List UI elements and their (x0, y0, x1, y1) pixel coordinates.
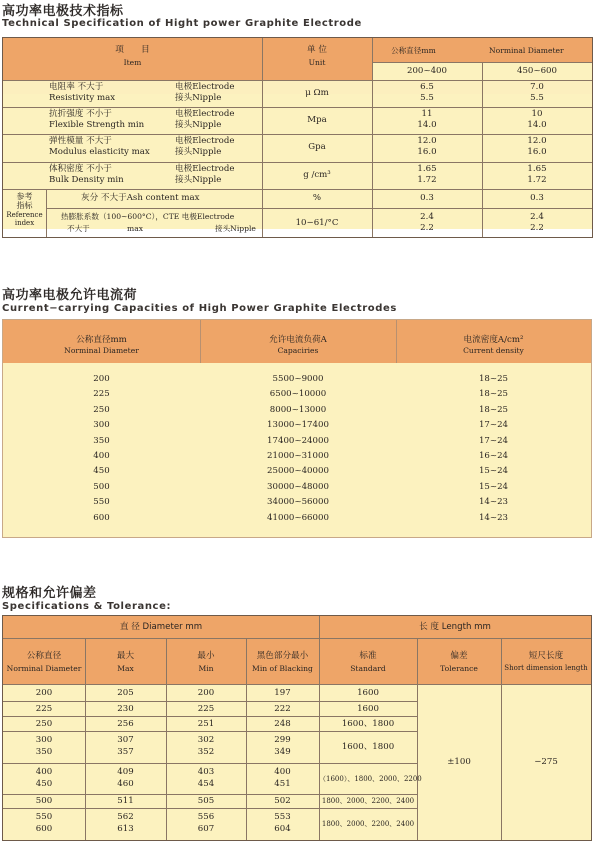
current-density: 18~25 (478, 405, 509, 415)
unit-header-cn: 单 位 (307, 45, 327, 55)
length-group-header: 长 度 Length mm (419, 622, 491, 632)
tol-max: 357 (117, 747, 134, 757)
tol-max: 511 (117, 796, 134, 806)
tol-col2-en: Max (117, 664, 134, 673)
tol-blk: 299 (274, 735, 291, 745)
tol-min: 607 (197, 824, 215, 834)
spec-val-a2: 1.72 (417, 175, 437, 185)
tol-min: 225 (197, 703, 215, 714)
current-diameter: 500 (93, 482, 110, 492)
tol-standard: 1600 (357, 703, 379, 714)
ash-value-a: 0.3 (420, 193, 434, 203)
current-density: 18~25 (478, 374, 509, 384)
tol-nom: 350 (35, 747, 53, 757)
tol-col3-cn: 最小 (197, 651, 215, 661)
spec-name-cn: 抗折强度 不小于 (49, 109, 112, 119)
tol-blk: 222 (274, 703, 291, 714)
current-diameter: 400 (93, 451, 110, 461)
item-header-cn: 项 目 (115, 45, 150, 55)
spec-sub-electrode: 电极Electrode (175, 109, 235, 119)
spec-sub-nipple: 接头Nipple (175, 120, 222, 130)
ref-label-en2: index (14, 219, 35, 227)
section2-title-cn: 高功率电极允许电流荷 (2, 288, 138, 303)
current-capacity: 17400~24000 (267, 436, 329, 446)
current-diameter: 350 (93, 436, 110, 446)
current-capacity: 30000~48000 (267, 482, 329, 492)
tol-nom: 550 (35, 812, 53, 822)
current-col2-en: Capaciries (277, 346, 319, 355)
section3-title-en: Specifications & Tolerance: (2, 601, 172, 612)
cte-b2: 2.2 (530, 223, 544, 233)
current-table (2, 319, 592, 538)
spec-name-en: Resistivity max (49, 93, 116, 103)
tol-blk: 248 (274, 718, 291, 729)
current-col1-en: Norminal Diameter (64, 346, 139, 355)
tol-col6-cn: 偏差 (450, 651, 468, 661)
diameter-header-cn: 公称直径mm (391, 46, 436, 55)
tolerance-table (2, 615, 592, 841)
tol-col4-cn: 黑色部分最小 (256, 651, 309, 661)
short-length-value: −275 (534, 757, 558, 767)
current-density: 16~24 (478, 451, 509, 461)
tol-standard: 1800、2000、2200、2400 (321, 797, 415, 805)
tol-min: 200 (197, 687, 215, 698)
range-200-400: 200~400 (406, 66, 447, 76)
tol-nom: 500 (35, 796, 53, 806)
spec-val-a2: 16.0 (417, 147, 437, 157)
cte-a1: 2.4 (420, 212, 434, 222)
tol-max: 460 (117, 779, 134, 789)
current-capacity: 34000~56000 (267, 497, 329, 507)
current-diameter: 250 (93, 405, 110, 415)
diameter-header-en: Norminal Diameter (489, 46, 564, 55)
spec-val-b1: 12.0 (527, 136, 547, 146)
tol-blk: 502 (274, 796, 291, 806)
spec-val-a1: 12.0 (417, 136, 437, 146)
tol-col4-en: Min of Blacking (252, 664, 313, 673)
section3-title-cn: 规格和允许偏差 (2, 586, 97, 601)
tol-blk: 553 (274, 812, 291, 822)
ref-label-cn2: 指标 (16, 201, 33, 210)
tol-col6-en: Tolerance (440, 664, 478, 673)
tol-nom: 400 (35, 767, 53, 777)
spec-table (2, 37, 593, 238)
cte-label-max: max (127, 224, 144, 233)
spec-name-cn: 电阻率 不大于 (49, 82, 104, 92)
tol-max: 562 (117, 812, 134, 822)
spec-val-b2: 14.0 (527, 120, 547, 130)
current-density: 17~24 (478, 436, 509, 446)
tol-min: 302 (197, 735, 215, 745)
ref-label-en1: Reference (6, 211, 43, 219)
current-capacity: 13000~17400 (267, 420, 329, 430)
tol-nom: 200 (35, 687, 53, 698)
tol-nom: 300 (35, 735, 53, 745)
spec-name-cn: 体积密度 不小于 (49, 164, 112, 174)
current-density: 14~23 (478, 513, 509, 523)
current-density: 17~24 (478, 420, 509, 430)
unit-header-en: Unit (308, 58, 326, 67)
tol-col1-cn: 公称直径 (26, 651, 62, 661)
tol-standard: 1600 (357, 687, 379, 698)
tol-nom: 450 (35, 779, 53, 789)
tol-max: 205 (117, 687, 134, 698)
tol-col5-cn: 标准 (359, 651, 377, 661)
tol-standard: 1600、1800 (341, 742, 395, 752)
section1-title-cn: 高功率电极技术指标 (2, 4, 124, 19)
tol-blk: 197 (274, 687, 291, 698)
current-density: 14~23 (478, 497, 509, 507)
ash-content-label: 灰分 不大于Ash content max (81, 193, 200, 203)
spec-val-b1: 7.0 (530, 82, 544, 92)
spec-sub-nipple: 接头Nipple (175, 175, 222, 185)
spec-sub-electrode: 电极Electrode (175, 136, 235, 146)
tol-max: 613 (117, 824, 134, 834)
current-col3-cn: 电流密度A/cm² (463, 335, 524, 345)
tol-col1-en: Norminal Diameter (6, 664, 82, 673)
current-density: 15~24 (478, 466, 509, 476)
tol-min: 454 (197, 779, 215, 789)
tol-col7-en: Short dimension length (504, 664, 588, 672)
spec-unit: g /cm³ (303, 170, 331, 180)
spec-val-a1: 11 (421, 109, 433, 119)
spec-sub-nipple: 接头Nipple (175, 147, 222, 157)
spec-val-a1: 1.65 (417, 164, 437, 174)
tol-min: 251 (197, 718, 215, 729)
tol-min: 505 (197, 796, 215, 806)
current-capacity: 6500~10000 (269, 389, 327, 399)
spec-val-b2: 1.72 (527, 175, 547, 185)
current-col3-en: Current density (463, 346, 524, 355)
current-diameter: 450 (93, 466, 110, 476)
ref-label-cn1: 参考 (16, 192, 33, 201)
tol-max: 409 (117, 767, 134, 777)
cte-label-nipple: 接头Nipple (215, 224, 256, 233)
current-density: 15~24 (478, 482, 509, 492)
spec-sub-nipple: 接头Nipple (175, 93, 222, 103)
tol-blk: 349 (274, 747, 291, 757)
current-capacity: 41000~66000 (267, 513, 329, 523)
current-capacity: 25000~40000 (267, 466, 329, 476)
current-diameter: 225 (93, 389, 110, 399)
spec-name-cn: 弹性模量 不大于 (49, 136, 112, 146)
ash-value-b: 0.3 (530, 193, 544, 203)
tol-blk: 604 (274, 824, 291, 834)
spec-name-en: Modulus elasticity max (49, 147, 150, 157)
current-capacity: 8000~13000 (269, 405, 327, 415)
spec-val-a1: 6.5 (420, 82, 434, 92)
ash-unit: % (312, 193, 322, 203)
tol-blk: 400 (274, 767, 291, 777)
section1-title-en: Technical Specification of Hight power Graphite Electrode (2, 18, 362, 29)
cte-a2: 2.2 (420, 223, 434, 233)
diameter-group-header: 直 径 Diameter mm (119, 622, 203, 632)
cte-label-line1: 热膨胀系数（100~600°C），CTE 电极Electrode (61, 212, 235, 221)
spec-val-a2: 14.0 (417, 120, 437, 130)
tol-standard: 1600、1800 (341, 718, 395, 729)
spec-sub-electrode: 电极Electrode (175, 164, 235, 174)
spec-name-en: Bulk Density min (49, 175, 124, 185)
spec-unit: μ Ωm (305, 88, 329, 98)
tol-standard: 1800、2000、2200、2400 (321, 820, 415, 828)
spec-sub-electrode: 电极Electrode (175, 82, 235, 92)
current-diameter: 300 (93, 420, 110, 430)
tol-min: 352 (197, 747, 215, 757)
tol-min: 403 (197, 767, 215, 777)
spec-val-a2: 5.5 (420, 93, 434, 103)
spec-val-b2: 5.5 (530, 93, 544, 103)
current-density: 18~25 (478, 389, 509, 399)
tol-nom: 250 (35, 718, 53, 729)
tol-max: 230 (117, 703, 134, 714)
tol-blk: 451 (274, 779, 291, 789)
tol-col2-cn: 最大 (116, 651, 135, 661)
cte-label-notmore: 不大于 (67, 224, 90, 233)
tol-nom: 600 (35, 824, 53, 834)
item-header-en: Item (123, 58, 142, 67)
cte-b1: 2.4 (530, 212, 544, 222)
spec-unit: Gpa (308, 142, 326, 152)
tol-nom: 225 (35, 703, 53, 714)
tol-max: 256 (117, 718, 134, 729)
range-450-600: 450~600 (516, 66, 557, 76)
current-diameter: 550 (93, 497, 110, 507)
tol-max: 307 (117, 735, 134, 745)
spec-val-b2: 16.0 (527, 147, 547, 157)
current-col1-cn: 公称直径mm (76, 335, 127, 345)
spec-val-b1: 10 (531, 109, 543, 119)
current-capacity: 5500~9000 (272, 374, 324, 384)
section2-title-en: Current−carrying Capacities of High Power Graphite Electrodes (2, 303, 397, 314)
tol-col7-cn: 短尺长度 (528, 651, 564, 661)
tol-col3-en: Min (198, 664, 214, 673)
current-diameter: 200 (93, 374, 110, 384)
tol-min: 556 (197, 812, 215, 822)
spec-name-en: Flexible Strength min (49, 120, 145, 130)
spec-val-b1: 1.65 (527, 164, 547, 174)
spec-unit: Mpa (307, 115, 327, 125)
tolerance-value: ±100 (447, 757, 471, 767)
tol-standard: （1600）、1800、2000、2200 (319, 774, 422, 783)
tol-col5-en: Standard (350, 664, 386, 673)
current-capacity: 21000~31000 (267, 451, 329, 461)
cte-unit: 10−61/°C (295, 218, 339, 228)
current-diameter: 600 (93, 513, 110, 523)
current-col2-cn: 允许电流负荷A (269, 335, 327, 345)
